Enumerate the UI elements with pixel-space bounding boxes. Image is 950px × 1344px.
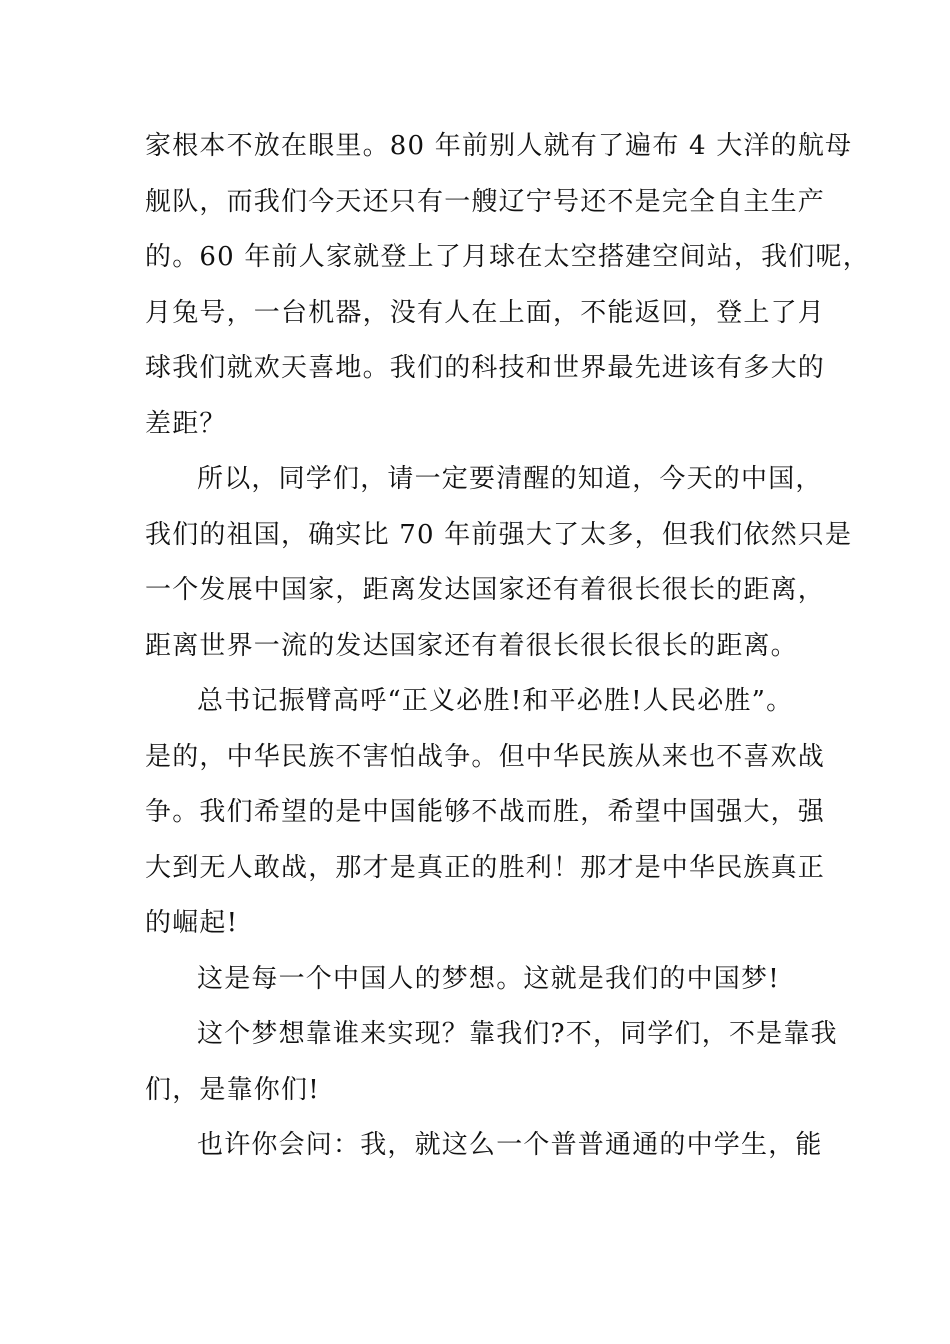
paragraph: [145, 452, 853, 674]
paragraph-continuation: [145, 119, 870, 452]
text-line: 距离世界一流的发达国家还有着很长很长很长的距离。: [145, 630, 798, 661]
text-line: 差距？: [145, 408, 227, 439]
text-line: 争。我们希望的是中国能够不战而胜，希望中国强大，强: [145, 797, 826, 827]
text-line: 总书记振臂高呼“正义必胜!和平必胜!人民必胜”。: [197, 686, 794, 716]
text-line: 舰队，而我们今天还只有一艘辽宁号还不是完全自主生产: [145, 186, 826, 217]
text-line: 也许你会问：我，就这么一个普普通通的中学生，能: [197, 1130, 823, 1160]
text-line: 一个发展中国家，距离发达国家还有着很长很长的距离，: [145, 575, 826, 605]
text-line: 我们的祖国，确实比 70 年前强大了太多，但我们依然只是: [145, 519, 853, 550]
text-line: 这是每一个中国人的梦想。这就是我们的中国梦!: [197, 963, 780, 994]
paragraph: [145, 674, 826, 952]
text-line: 家根本不放在眼里。80 年前别人就有了遍布 4 大洋的航母: [145, 131, 853, 161]
text-line: 球我们就欢天喜地。我们的科技和世界最先进该有多大的: [145, 353, 826, 383]
paragraph: [145, 1007, 838, 1118]
text-line: 的崛起!: [145, 908, 239, 938]
text-line: 的。60 年前人家就登上了月球在太空搭建空间站，我们呢，: [145, 242, 870, 272]
text-line: 是的，中华民族不害怕战争。但中华民族从来也不喜欢战: [145, 741, 826, 772]
paragraph: [145, 1118, 823, 1174]
text-line: 们，是靠你们!: [145, 1074, 320, 1105]
text-line: 所以，同学们，请一定要清醒的知道，今天的中国，: [197, 464, 823, 494]
paragraph: [145, 952, 815, 1008]
text-line: 这个梦想靠谁来实现？靠我们?不，同学们，不是靠我: [197, 1019, 838, 1049]
text-line: 月兔号，一台机器，没有人在上面，不能返回，登上了月: [145, 297, 826, 328]
text-line: 大到无人敢战，那才是真正的胜利！那才是中华民族真正: [145, 852, 826, 883]
document-body: [145, 119, 870, 1174]
